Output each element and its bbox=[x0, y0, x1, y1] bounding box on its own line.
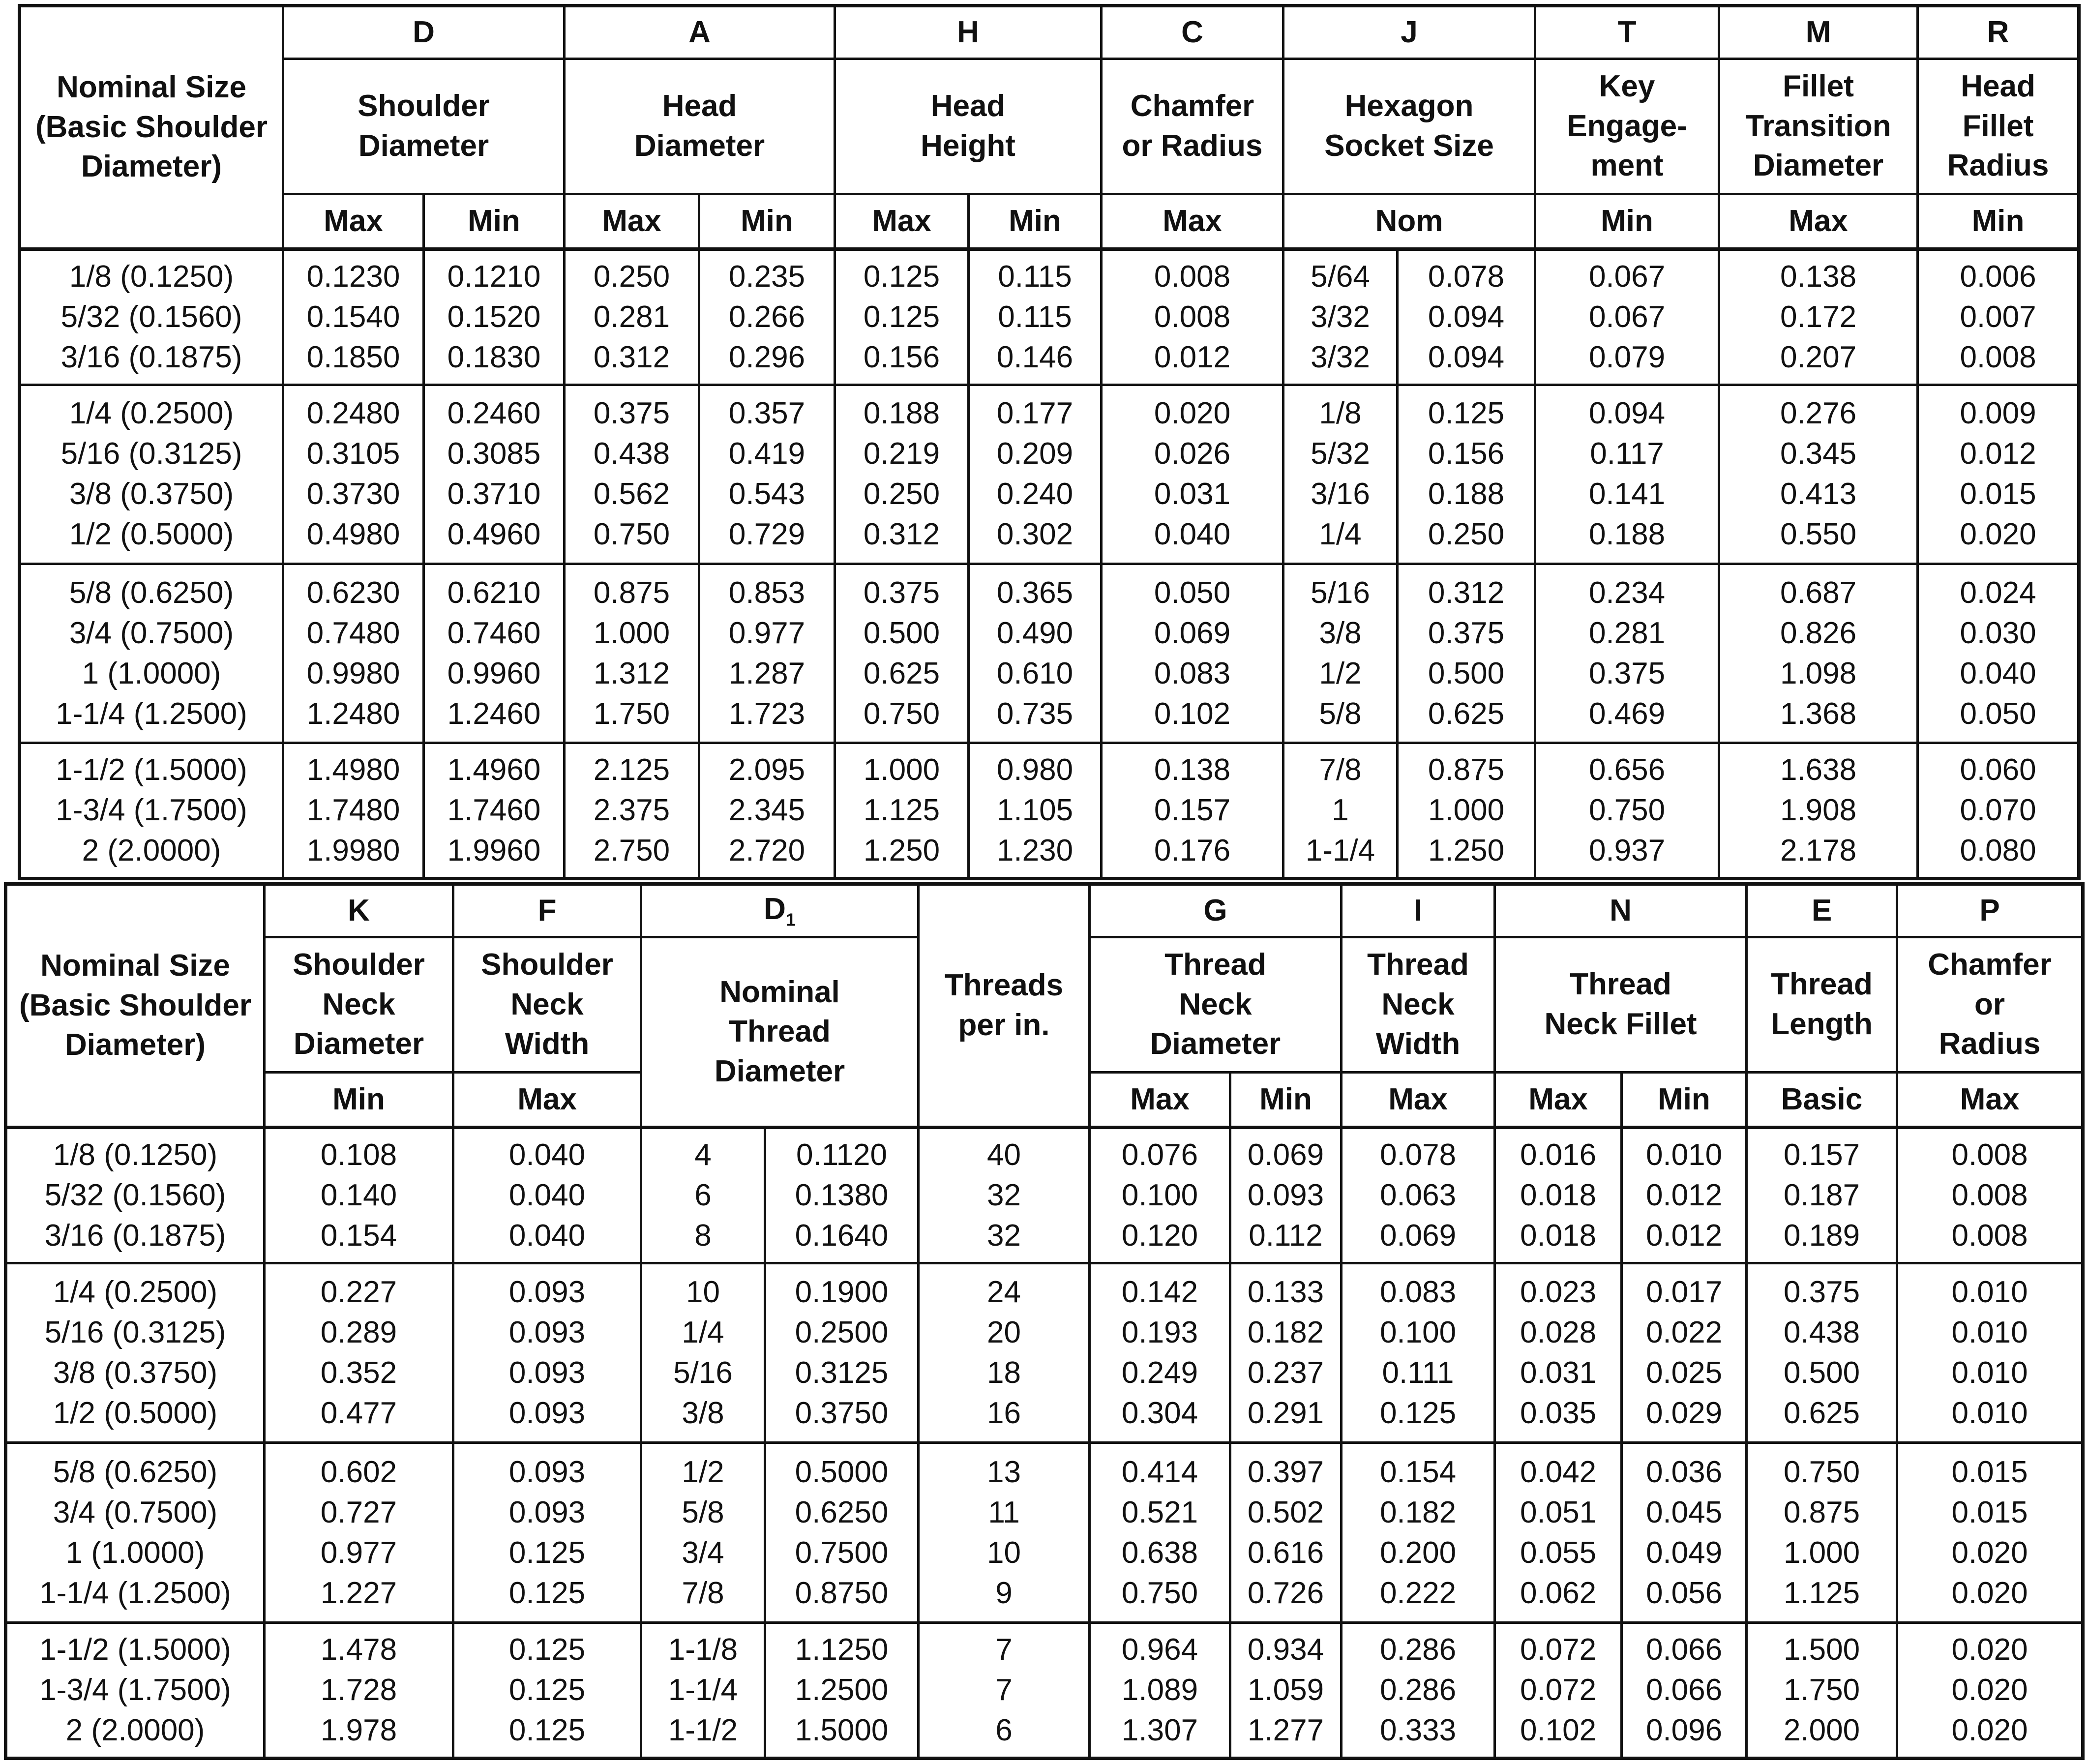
value-cell: 0.008 0.008 0.012 bbox=[1102, 249, 1283, 385]
value-cell: 0.069 0.093 0.112 bbox=[1230, 1128, 1342, 1263]
value-cell: 0.656 0.750 0.937 bbox=[1535, 743, 1719, 879]
value-cell: 0.016 0.018 0.018 bbox=[1495, 1128, 1622, 1263]
nominal-size-cell: 1-1/2 (1.5000) 1-3/4 (1.7500) 2 (2.0000) bbox=[6, 1622, 265, 1758]
sub-g-min: Min bbox=[1230, 1073, 1342, 1128]
value-cell: 40 32 32 bbox=[919, 1128, 1090, 1263]
value-cell: 0.066 0.066 0.096 bbox=[1622, 1622, 1747, 1758]
col-letter-d1: $D_1$ bbox=[641, 884, 919, 937]
desc-thread-neck-diameter: Thread Neck Diameter bbox=[1090, 937, 1342, 1073]
value-cell: 0.312 0.375 0.500 0.625 bbox=[1398, 564, 1535, 743]
value-cell: 0.078 0.094 0.094 bbox=[1398, 249, 1535, 385]
value-cell: 1.4980 1.7480 1.9980 bbox=[283, 743, 424, 879]
value-cell: 0.067 0.067 0.079 bbox=[1535, 249, 1719, 385]
value-cell: 0.036 0.045 0.049 0.056 bbox=[1622, 1443, 1747, 1622]
value-cell: 0.017 0.022 0.025 0.029 bbox=[1622, 1263, 1747, 1443]
value-cell: 0.008 0.008 0.008 bbox=[1897, 1128, 2083, 1263]
desc-thread-length: Thread Length bbox=[1747, 937, 1897, 1073]
desc-chamfer-or-radius: Chamfer or Radius bbox=[1897, 937, 2083, 1073]
value-cell: 0.365 0.490 0.610 0.735 bbox=[969, 564, 1102, 743]
value-cell: 10 1/4 5/16 3/8 bbox=[641, 1263, 765, 1443]
sub-h-max: Max bbox=[835, 194, 969, 249]
sub-n-min: Min bbox=[1622, 1073, 1747, 1128]
col-letter-r: R bbox=[1918, 6, 2079, 59]
value-cell: 4 6 8 bbox=[641, 1128, 765, 1263]
size-header: Nominal Size (Basic Shoulder Diameter) bbox=[20, 6, 283, 249]
table-row-group bbox=[6, 1443, 2083, 1622]
col-letter-g: G bbox=[1090, 884, 1342, 937]
value-cell: 0.142 0.193 0.249 0.304 bbox=[1090, 1263, 1230, 1443]
value-cell: 0.024 0.030 0.040 0.050 bbox=[1918, 564, 2079, 743]
desc-head-fillet-radius: Head Fillet Radius bbox=[1918, 59, 2079, 194]
sub-p-max: Max bbox=[1897, 1073, 2083, 1128]
table-row-group bbox=[6, 1622, 2083, 1758]
value-cell: 0.964 1.089 1.307 bbox=[1090, 1622, 1230, 1758]
col-letter-i: I bbox=[1342, 884, 1495, 937]
value-cell: 0.875 1.000 1.312 1.750 bbox=[565, 564, 699, 743]
value-cell: 0.010 0.010 0.010 0.010 bbox=[1897, 1263, 2083, 1443]
value-cell: 0.5000 0.6250 0.7500 0.8750 bbox=[765, 1443, 919, 1622]
value-cell: 1/2 5/8 3/4 7/8 bbox=[641, 1443, 765, 1622]
sub-r-min: Min bbox=[1918, 194, 2079, 249]
col-letter-d: D bbox=[283, 6, 565, 59]
col-letter-m: M bbox=[1719, 6, 1918, 59]
value-cell: 0.093 0.093 0.093 0.093 bbox=[453, 1263, 641, 1443]
value-cell: 0.072 0.072 0.102 bbox=[1495, 1622, 1622, 1758]
value-cell: 7 7 6 bbox=[919, 1622, 1090, 1758]
value-cell: 0.853 0.977 1.287 1.723 bbox=[699, 564, 835, 743]
value-cell: 7/8 1 1-1/4 bbox=[1283, 743, 1398, 879]
value-cell: 0.1120 0.1380 0.1640 bbox=[765, 1128, 919, 1263]
value-cell: 0.108 0.140 0.154 bbox=[265, 1128, 453, 1263]
value-cell: 0.286 0.286 0.333 bbox=[1342, 1622, 1495, 1758]
value-cell: 0.188 0.219 0.250 0.312 bbox=[835, 385, 969, 564]
value-cell: 0.133 0.182 0.237 0.291 bbox=[1230, 1263, 1342, 1443]
col-letter-n: N bbox=[1495, 884, 1747, 937]
table-row-group bbox=[20, 249, 2079, 385]
value-cell: 0.1230 0.1540 0.1850 bbox=[283, 249, 424, 385]
value-cell: 1.638 1.908 2.178 bbox=[1719, 743, 1918, 879]
desc-head-diameter: Head Diameter bbox=[565, 59, 835, 194]
value-cell: 0.125 0.156 0.188 0.250 bbox=[1398, 385, 1535, 564]
col-letter-t: T bbox=[1535, 6, 1719, 59]
value-cell: 0.235 0.266 0.296 bbox=[699, 249, 835, 385]
table-row-group bbox=[6, 1128, 2083, 1263]
value-cell: 0.397 0.502 0.616 0.726 bbox=[1230, 1443, 1342, 1622]
desc-nominal-thread-diameter: Nominal Thread Diameter bbox=[641, 937, 919, 1128]
value-cell: 0.934 1.059 1.277 bbox=[1230, 1622, 1342, 1758]
value-cell: 5/64 3/32 3/32 bbox=[1283, 249, 1398, 385]
value-cell: 5/16 3/8 1/2 5/8 bbox=[1283, 564, 1398, 743]
value-cell: 0.050 0.069 0.083 0.102 bbox=[1102, 564, 1283, 743]
col-letter-k: K bbox=[265, 884, 453, 937]
sub-c-max: Max bbox=[1102, 194, 1283, 249]
sub-a-max: Max bbox=[565, 194, 699, 249]
sub-i-max: Max bbox=[1342, 1073, 1495, 1128]
value-cell: 0.375 0.500 0.625 0.750 bbox=[835, 564, 969, 743]
value-cell: 0.980 1.105 1.230 bbox=[969, 743, 1102, 879]
value-cell: 0.414 0.521 0.638 0.750 bbox=[1090, 1443, 1230, 1622]
sub-d-min: Min bbox=[424, 194, 565, 249]
value-cell: 0.602 0.727 0.977 1.227 bbox=[265, 1443, 453, 1622]
value-cell: 0.357 0.419 0.543 0.729 bbox=[699, 385, 835, 564]
nominal-size-cell: 5/8 (0.6250) 3/4 (0.7500) 1 (1.0000) 1-1/4 (1.2500) bbox=[20, 564, 283, 743]
value-cell: 0.750 0.875 1.000 1.125 bbox=[1747, 1443, 1897, 1622]
sub-f-max: Max bbox=[453, 1073, 641, 1128]
value-cell: 0.083 0.100 0.111 0.125 bbox=[1342, 1263, 1495, 1443]
value-cell: 0.015 0.015 0.020 0.020 bbox=[1897, 1443, 2083, 1622]
value-cell: 0.1210 0.1520 0.1830 bbox=[424, 249, 565, 385]
col-letter-h: H bbox=[835, 6, 1102, 59]
sub-a-min: Min bbox=[699, 194, 835, 249]
sub-m-max: Max bbox=[1719, 194, 1918, 249]
value-cell: 0.125 0.125 0.156 bbox=[835, 249, 969, 385]
desc-shoulder-neck-width: Shoulder Neck Width bbox=[453, 937, 641, 1073]
desc-head-height: Head Height bbox=[835, 59, 1102, 194]
col-letter-a: A bbox=[565, 6, 835, 59]
value-cell: 0.157 0.187 0.189 bbox=[1747, 1128, 1897, 1263]
head-dimensions-table bbox=[18, 4, 2081, 880]
size-header: Nominal Size (Basic Shoulder Diameter) bbox=[6, 884, 265, 1128]
value-cell: 0.687 0.826 1.098 1.368 bbox=[1719, 564, 1918, 743]
nominal-size-cell: 1/4 (0.2500) 5/16 (0.3125) 3/8 (0.3750) 1/2 (0.5000) bbox=[20, 385, 283, 564]
sub-e-basic: Basic bbox=[1747, 1073, 1897, 1128]
value-cell: 1-1/8 1-1/4 1-1/2 bbox=[641, 1622, 765, 1758]
nominal-size-cell: 5/8 (0.6250) 3/4 (0.7500) 1 (1.0000) 1-1/4 (1.2500) bbox=[6, 1443, 265, 1622]
value-cell: 0.125 0.125 0.125 bbox=[453, 1622, 641, 1758]
table-row-group bbox=[20, 564, 2079, 743]
value-cell: 0.6230 0.7480 0.9980 1.2480 bbox=[283, 564, 424, 743]
value-cell: 0.875 1.000 1.250 bbox=[1398, 743, 1535, 879]
table-row-group bbox=[20, 743, 2079, 879]
value-cell: 24 20 18 16 bbox=[919, 1263, 1090, 1443]
value-cell: 0.276 0.345 0.413 0.550 bbox=[1719, 385, 1918, 564]
value-cell: 1.4960 1.7460 1.9960 bbox=[424, 743, 565, 879]
value-cell: 0.006 0.007 0.008 bbox=[1918, 249, 2079, 385]
nominal-size-cell: 1-1/2 (1.5000) 1-3/4 (1.7500) 2 (2.0000) bbox=[20, 743, 283, 879]
desc-shoulder-neck-diameter: Shoulder Neck Diameter bbox=[265, 937, 453, 1073]
value-cell: 0.375 0.438 0.500 0.625 bbox=[1747, 1263, 1897, 1443]
desc-threads-per-inch: Threads per in. bbox=[919, 884, 1090, 1128]
thread-dimensions-table bbox=[4, 882, 2085, 1760]
sub-k-min: Min bbox=[265, 1073, 453, 1128]
value-cell: 0.1900 0.2500 0.3125 0.3750 bbox=[765, 1263, 919, 1443]
value-cell: 0.6210 0.7460 0.9960 1.2460 bbox=[424, 564, 565, 743]
desc-thread-neck-fillet: Thread Neck Fillet bbox=[1495, 937, 1747, 1073]
value-cell: 0.138 0.172 0.207 bbox=[1719, 249, 1918, 385]
sub-h-min: Min bbox=[969, 194, 1102, 249]
desc-key-engagement: Key Engage- ment bbox=[1535, 59, 1719, 194]
value-cell: 0.010 0.012 0.012 bbox=[1622, 1128, 1747, 1263]
value-cell: 0.060 0.070 0.080 bbox=[1918, 743, 2079, 879]
col-letter-p: P bbox=[1897, 884, 2083, 937]
nominal-size-cell: 1/8 (0.1250) 5/32 (0.1560) 3/16 (0.1875) bbox=[6, 1128, 265, 1263]
sub-n-max: Max bbox=[1495, 1073, 1622, 1128]
value-cell: 0.020 0.026 0.031 0.040 bbox=[1102, 385, 1283, 564]
value-cell: 2.125 2.375 2.750 bbox=[565, 743, 699, 879]
desc-shoulder-diameter: Shoulder Diameter bbox=[283, 59, 565, 194]
sub-d-max: Max bbox=[283, 194, 424, 249]
value-cell: 0.023 0.028 0.031 0.035 bbox=[1495, 1263, 1622, 1443]
value-cell: 0.094 0.117 0.141 0.188 bbox=[1535, 385, 1719, 564]
table-row-group bbox=[20, 385, 2079, 564]
sub-t-min: Min bbox=[1535, 194, 1719, 249]
value-cell: 2.095 2.345 2.720 bbox=[699, 743, 835, 879]
nominal-size-cell: 1/4 (0.2500) 5/16 (0.3125) 3/8 (0.3750) 1/2 (0.5000) bbox=[6, 1263, 265, 1443]
value-cell: 0.040 0.040 0.040 bbox=[453, 1128, 641, 1263]
value-cell: 0.154 0.182 0.200 0.222 bbox=[1342, 1443, 1495, 1622]
value-cell: 0.020 0.020 0.020 bbox=[1897, 1622, 2083, 1758]
value-cell: 1.478 1.728 1.978 bbox=[265, 1622, 453, 1758]
value-cell: 0.093 0.093 0.125 0.125 bbox=[453, 1443, 641, 1622]
col-letter-c: C bbox=[1102, 6, 1283, 59]
desc-chamfer-or-radius: Chamfer or Radius bbox=[1102, 59, 1283, 194]
value-cell: 0.227 0.289 0.352 0.477 bbox=[265, 1263, 453, 1443]
value-cell: 0.078 0.063 0.069 bbox=[1342, 1128, 1495, 1263]
value-cell: 1.1250 1.2500 1.5000 bbox=[765, 1622, 919, 1758]
value-cell: 0.177 0.209 0.240 0.302 bbox=[969, 385, 1102, 564]
desc-fillet-transition-diameter: Fillet Transition Diameter bbox=[1719, 59, 1918, 194]
value-cell: 0.076 0.100 0.120 bbox=[1090, 1128, 1230, 1263]
col-letter-e: E bbox=[1747, 884, 1897, 937]
desc-hexagon-socket-size: Hexagon Socket Size bbox=[1283, 59, 1535, 194]
value-cell: 0.234 0.281 0.375 0.469 bbox=[1535, 564, 1719, 743]
value-cell: 0.375 0.438 0.562 0.750 bbox=[565, 385, 699, 564]
value-cell: 1.500 1.750 2.000 bbox=[1747, 1622, 1897, 1758]
value-cell: 0.115 0.115 0.146 bbox=[969, 249, 1102, 385]
nominal-size-cell: 1/8 (0.1250) 5/32 (0.1560) 3/16 (0.1875) bbox=[20, 249, 283, 385]
value-cell: 1.000 1.125 1.250 bbox=[835, 743, 969, 879]
value-cell: 1/8 5/32 3/16 1/4 bbox=[1283, 385, 1398, 564]
table-row-group bbox=[6, 1263, 2083, 1443]
value-cell: 0.2460 0.3085 0.3710 0.4960 bbox=[424, 385, 565, 564]
value-cell: 0.009 0.012 0.015 0.020 bbox=[1918, 385, 2079, 564]
value-cell: 13 11 10 9 bbox=[919, 1443, 1090, 1622]
value-cell: 0.042 0.051 0.055 0.062 bbox=[1495, 1443, 1622, 1622]
desc-thread-neck-width: Thread Neck Width bbox=[1342, 937, 1495, 1073]
value-cell: 0.138 0.157 0.176 bbox=[1102, 743, 1283, 879]
value-cell: 0.2480 0.3105 0.3730 0.4980 bbox=[283, 385, 424, 564]
sub-j-nom: Nom bbox=[1283, 194, 1535, 249]
col-letter-j: J bbox=[1283, 6, 1535, 59]
value-cell: 0.250 0.281 0.312 bbox=[565, 249, 699, 385]
col-letter-f: F bbox=[453, 884, 641, 937]
sub-g-max: Max bbox=[1090, 1073, 1230, 1128]
